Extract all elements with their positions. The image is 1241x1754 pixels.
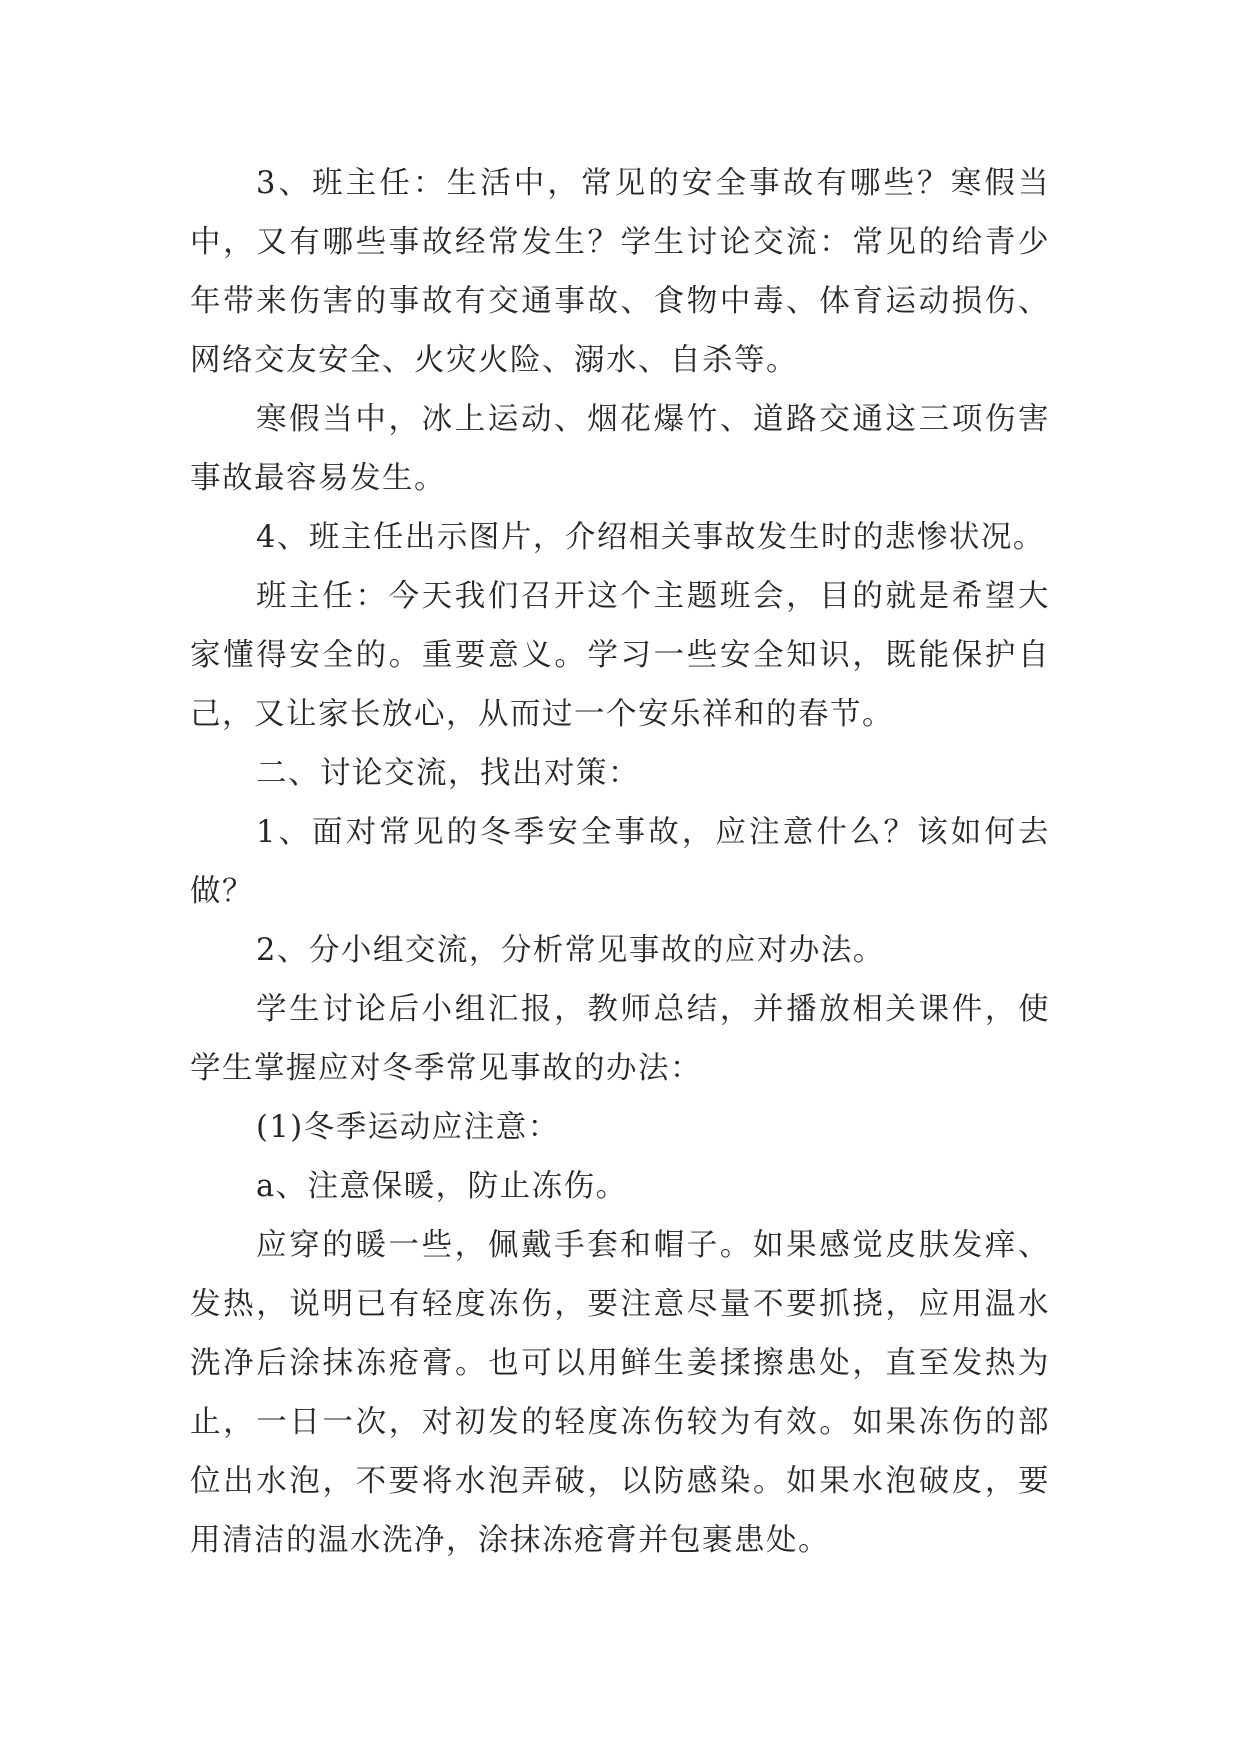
subheading-winter-sports: (1)冬季运动应注意： [256,1110,560,1145]
paragraph-1: 3、班主任：生活中，常见的安全事故有哪些？寒假当中，又有哪些事故经常发生？学生讨论交流：常见的给青少年带来伤害的事故有交通事故、食物中毒、体育运动损伤、网络交友安全、火灾火险、溺水、自杀等。 [190,166,1050,378]
paragraph-8: 学生讨论后小组汇报，教师总结，并播放相关课件，使学生掌握应对冬季常见事故的办法： [190,992,1050,1086]
paragraph-11: 应穿的暖一些，佩戴手套和帽子。如果感觉皮肤发痒、发热，说明已有轻度冻伤，要注意尽量不要抓挠，应用温水洗净后涂抹冻疮膏。也可以用鲜生姜揉擦患处，直至发热为止，一日一次，对初发的轻度冻伤较为有效。如果冻伤的部位出水泡，不要将水泡弄破，以防感染。如果水泡破皮，要用清洁的温水洗净，涂抹冻疮膏并包裹患处。 [190,1228,1050,1558]
paragraph-4: 班主任：今天我们召开这个主题班会，目的就是希望大家懂得安全的。重要意义。学习一些安全知识，既能保护自己，又让家长放心，从而过一个安乐祥和的春节。 [190,579,1050,732]
document-body [190,154,1050,1570]
paragraph-2: 寒假当中，冰上运动、烟花爆竹、道路交通这三项伤害事故最容易发生。 [190,402,1050,496]
paragraph-3: 4、班主任出示图片，介绍相关事故发生时的悲惨状况。 [256,520,1045,555]
paragraph-7: 2、分小组交流，分析常见事故的应对办法。 [256,933,885,968]
list-item-a: a、注意保暖，防止冻伤。 [256,1169,628,1204]
section-heading: 二、讨论交流，找出对策： [256,756,640,791]
paragraph-6: 1、面对常见的冬季安全事故，应注意什么？该如何去做？ [190,815,1050,909]
